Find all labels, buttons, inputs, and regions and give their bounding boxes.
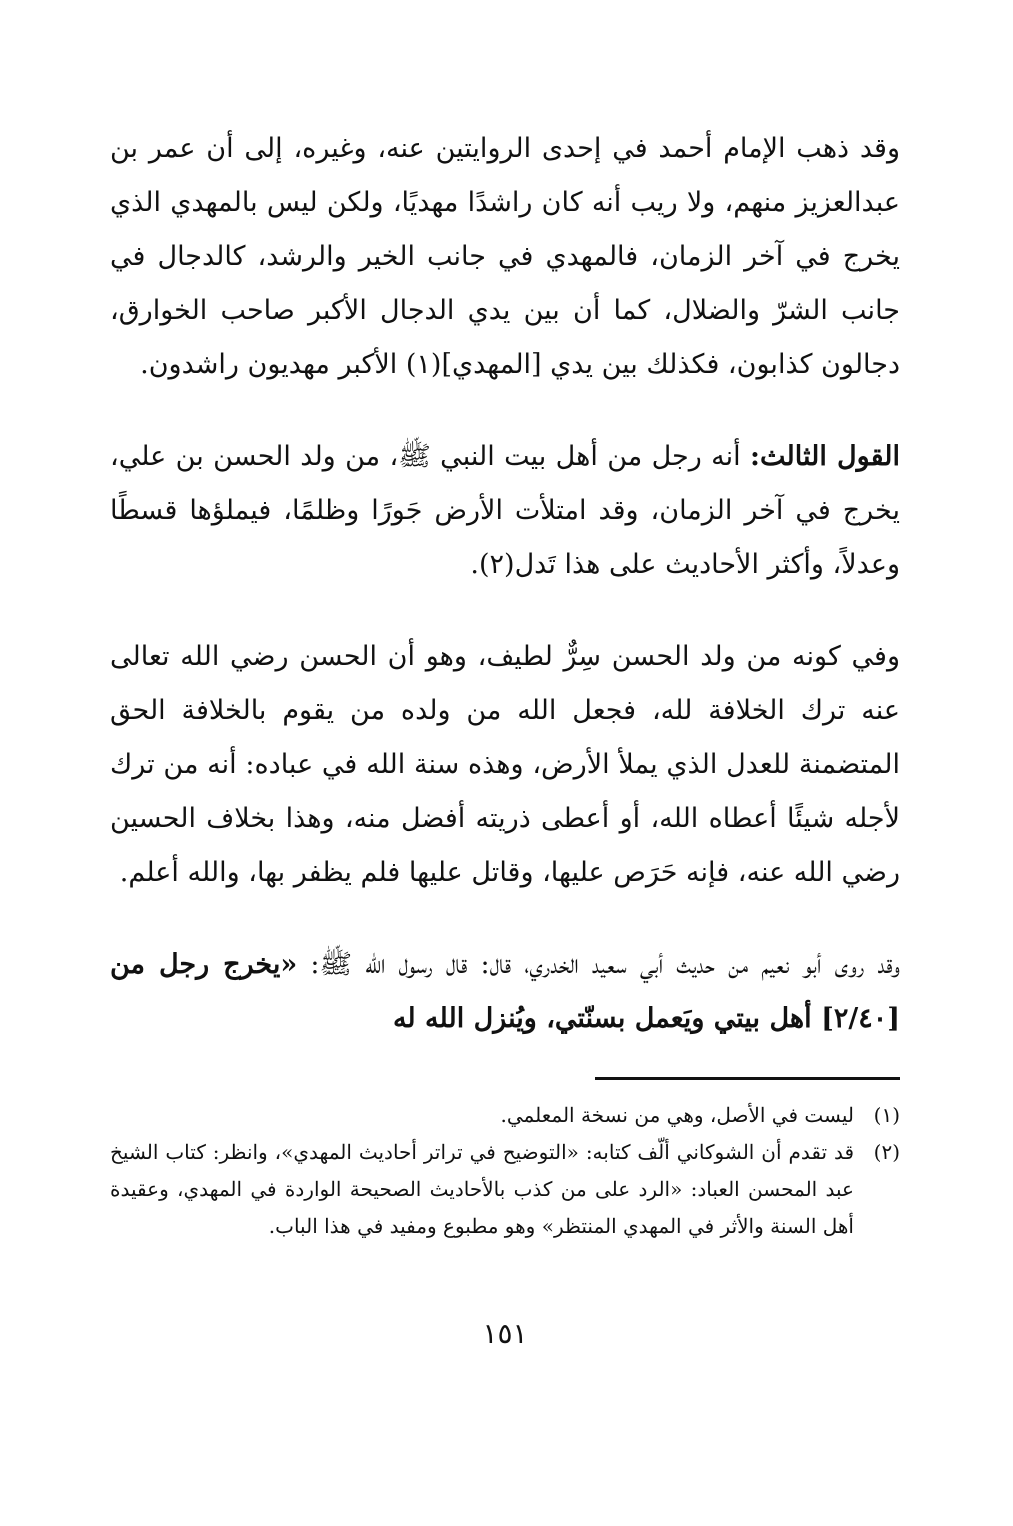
paragraph-1-text: وقد ذهب الإمام أحمد في إحدى الروايتين عنه، وغيره، إلى أن عمر بن عبدالعزيز منهم، ولا ريب أنه كان راشدًا مهديًا، ولكن ليس بالمهدي الذي يخرج في آخر الزمان، فالمهدي في جانب الخير والرشد، كالدجال في جانب الشرّ والضلال، كما أن بين يدي الدجال الأكبر صاحب الخوارق، دجالون كذابون، فكذلك بين يدي [المهدي](١) الأكبر مهديون راشدون. [110,133,900,380]
footnote-1-text: ليست في الأصل، وهي من نسخة المعلمي. [500,1103,854,1127]
paragraph-4 [110,938,900,1046]
paragraph-2-text: أنه رجل من أهل بيت النبي ﷺ، من ولد الحسن بن علي، يخرج في آخر الزمان، وقد امتلأت الأرض جَورًا وظلمًا، فيملؤها قسطًا وعدلاً، وأكثر الأحاديث على هذا تَدل(٢). [110,441,900,580]
paragraph-4-hadith: «يخرج رجل من [٢/٤٠] أهل بيتي ويَعمل بسنّتي، ويُنزل الله له [110,949,900,1034]
paragraph-3 [110,630,900,900]
footnote-2-number: (٢) [873,1140,900,1164]
paragraph-4-text: وقد روى أبو نعيم من حديث أبي سعيد الخدري، قال: قال رسول الله ﷺ: [297,949,900,980]
page-body [110,122,900,1350]
footnote-2-text: قد تقدم أن الشوكاني ألّف كتابه: «التوضيح في تراتر أحاديث المهدي»، وانظر: كتاب الشيخ عبد المحسن العباد: «الرد على من كذب بالأحاديث الصحيحة الواردة في المهدي، وعقيدة أهل السنة والأثر في المهدي المنتظر» وهو مطبوع ومفيد في هذا الباب. [110,1140,854,1238]
footnote-1 [110,1097,900,1134]
page-number: ١٥١ [482,1317,528,1350]
footnote-divider [595,1077,900,1080]
footnotes [110,1097,900,1245]
paragraph-1 [110,122,900,392]
paragraph-2-lead: القول الثالث: [750,441,900,472]
footnote-2 [110,1134,900,1245]
footnote-1-number: (١) [873,1103,900,1127]
paragraph-3-text: وفي كونه من ولد الحسن سِرٌّ لطيف، وهو أن الحسن رضي الله تعالى عنه ترك الخلافة لله، فجعل الله من ولده من يقوم بالخلافة الحق المتضمنة للعدل الذي يملأ الأرض، وهذه سنة الله في عباده: أنه من ترك لأجله شيئًا أعطاه الله، أو أعطى ذريته أفضل منه، وهذا بخلاف الحسين رضي الله عنه، فإنه حَرَص عليها، وقاتل عليها فلم يظفر بها، والله أعلم. [110,641,900,888]
paragraph-2 [110,430,900,592]
